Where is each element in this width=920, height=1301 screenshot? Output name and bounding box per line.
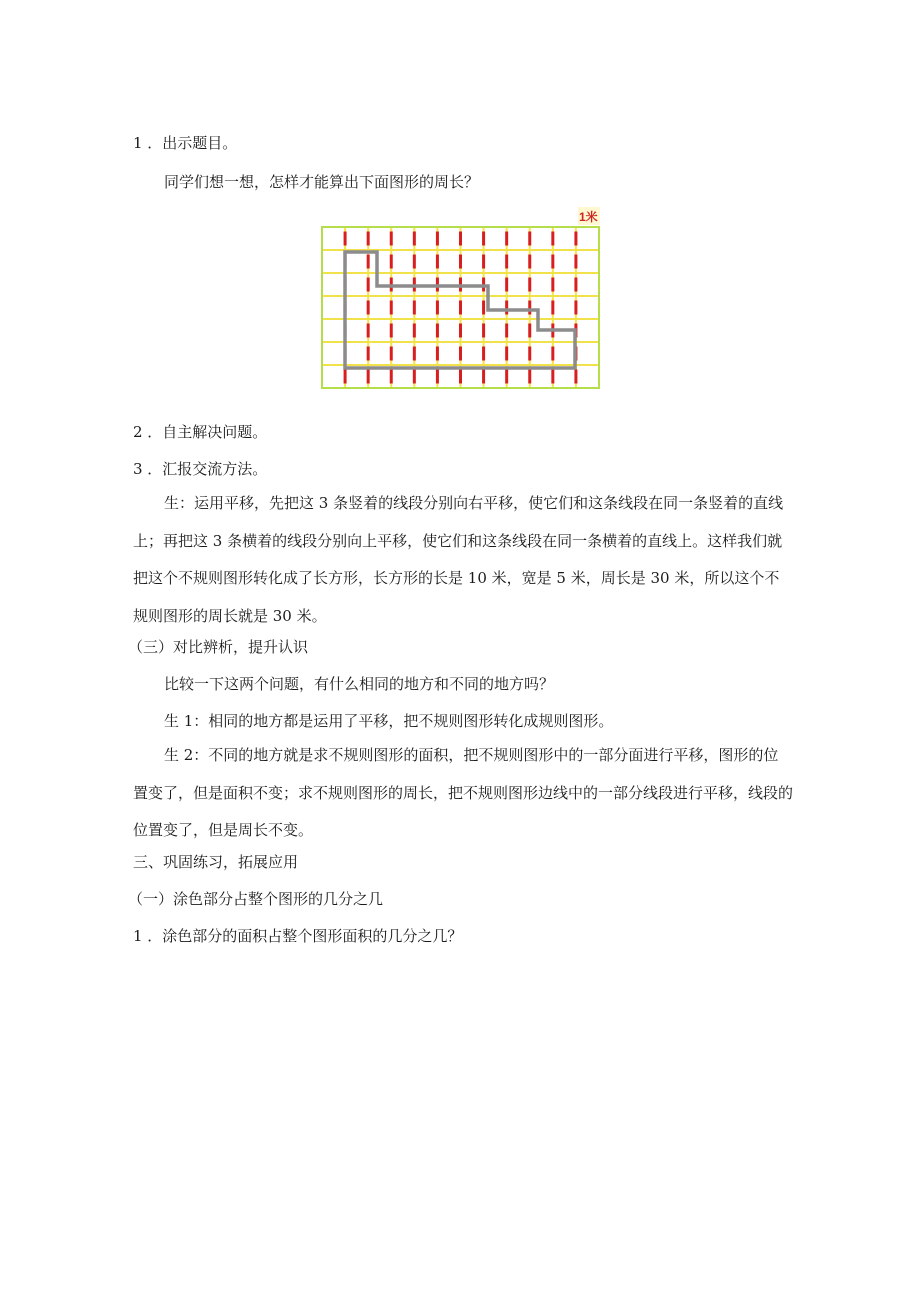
- section-3-heading: 三、巩固练习，拓展应用: [133, 853, 299, 871]
- unit-label: 1米: [579, 210, 598, 224]
- student-2-answer: 生 2：不同的地方就是求不规则图形的面积，把不规则图形中的一部分面进行平移，图形的位置变了，但是面积不变；求不规则图形的周长，把不规则图形边线中的一部分线段进行平移，线段的位置变了，但是周长不变。: [133, 746, 794, 839]
- step-1: 1 ．出示题目。: [133, 134, 238, 152]
- grid-figure: [320, 205, 602, 390]
- step-3: 3 ．汇报交流方法。: [133, 460, 268, 478]
- question-text: 同学们想一想，怎样才能算出下面图形的周长？: [164, 173, 480, 191]
- exercise-item-1: 1 ．涂色部分的面积占整个图形面积的几分之几？: [133, 927, 463, 945]
- student-answer: 生：运用平移，先把这 3 条竖着的线段分别向右平移，使它们和这条线段在同一条竖着的直线上；再把这 3 条横着的线段分别向上平移，使它们和这条线段在同一条横着的直线上。这样我们就把这个不规则图形转化成了长方形，长方形的长是 10 米，宽是 5 米，周长是 30 米，所以这个不规则图形的周长就是 30 米。: [133, 494, 784, 625]
- compare-prompt: 比较一下这两个问题，有什么相同的地方和不同的地方吗？: [164, 675, 555, 693]
- section-compare-heading: （三）对比辨析，提升认识: [128, 638, 309, 656]
- student-1-answer: 生 1：相同的地方都是运用了平移，把不规则图形转化成规则图形。: [164, 712, 614, 730]
- corner-mark: [578, 207, 600, 225]
- step-2: 2 ．自主解决问题。: [133, 423, 268, 441]
- section-3-subheading: （一）涂色部分占整个图形的几分之几: [128, 890, 384, 908]
